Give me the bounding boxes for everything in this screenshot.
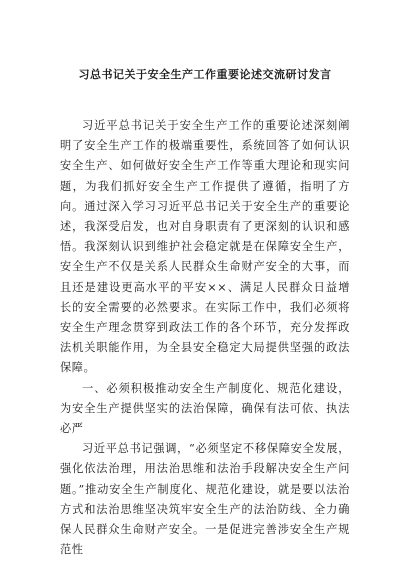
paragraph-intro: 习近平总书记关于安全生产工作的重要论述深刻阐明了安全生产工作的极端重要性，系统回答了如何认识安全生产、如何做好安全生产工作等重大理论和现实问题，为我们抓好安全生产工作提供了遵循，指明了方向。通过深入学习习近平总书记关于安全生产的重要论述，我深受启发，也对自身职责有了更深刻的认识和感悟。我深刻认识到维护社会稳定就是在保障安全生产，安全生产不仅是关系人民群众生命财产安全的大事，而且还是建设更高水平的平安××、满足人民群众日益增长的安全需要的必然要求。在实际工作中，我们必须将安全生产理念贯穿到政法工作的各个环节，充分发挥政法机关职能作用，为全县安全稳定大局提供坚强的政法保障。 bbox=[60, 119, 350, 375]
document-title: 习总书记关于安全生产工作重要论述交流研讨发言 bbox=[78, 68, 332, 81]
paragraph-section-one: 习近平总书记强调，“必须坚定不移保障安全发展，强化依法治理，用法治思维和法治手段解决安全生产问题。”推动安全生产制度化、规范化建设，就是要以法治方式和法治思维坚决筑牢安全生产的法治防线、全力确保人民群众生命财产安全。一是促进完善涉安全生产规范性 bbox=[60, 442, 350, 557]
section-heading-one: 一、必须积极推动安全生产制度化、规范化建设，为安全生产提供坚实的法治保障，确保有法可依、执法必严 bbox=[60, 381, 350, 436]
document-body bbox=[60, 116, 350, 560]
